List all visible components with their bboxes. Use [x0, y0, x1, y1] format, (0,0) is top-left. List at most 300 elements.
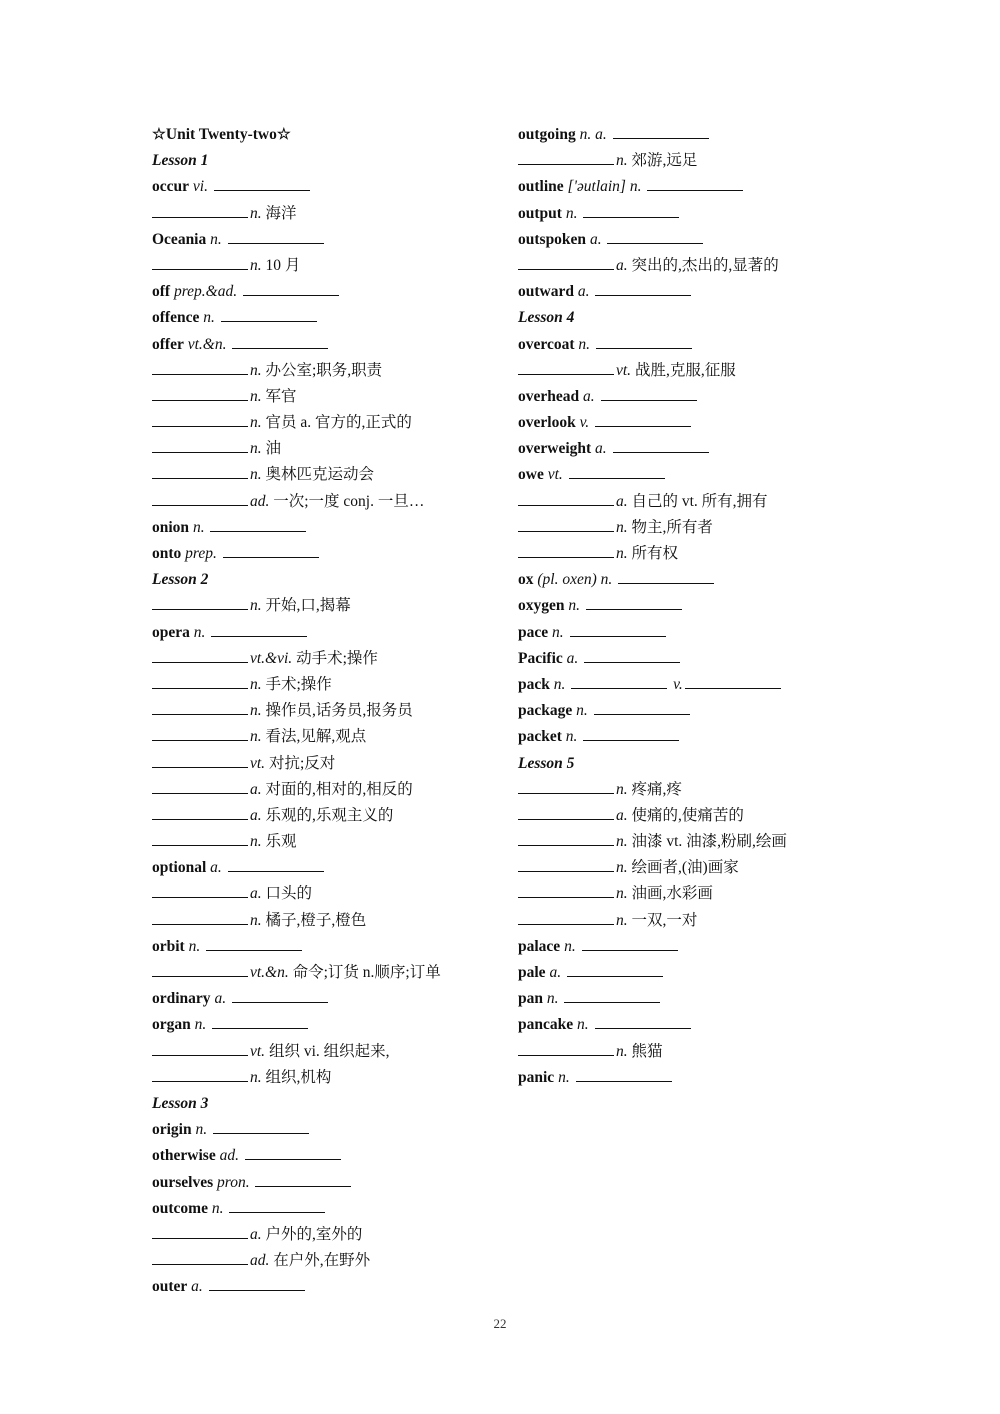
vocab-word: outgoing: [518, 126, 576, 143]
meaning-text: 开始,口,揭幕: [265, 597, 351, 615]
vocab-word: Oceania: [152, 230, 207, 248]
vocab-word: occur: [152, 178, 190, 196]
answer-blank[interactable]: [213, 1117, 309, 1134]
meaning-text: 组织,机构: [265, 1068, 332, 1086]
vocab-word: origin: [152, 1121, 192, 1139]
vocab-row: [152, 620, 502, 646]
part-of-speech: a.: [250, 885, 262, 903]
meaning-text: 乐观的,乐观主义的: [265, 806, 394, 824]
answer-blank[interactable]: [152, 489, 248, 506]
answer-blank[interactable]: [607, 227, 703, 244]
vocab-word: outcome: [152, 1199, 208, 1217]
vocab-row: [152, 227, 502, 253]
meaning-text: 手术;操作: [265, 675, 332, 693]
answer-blank[interactable]: [206, 934, 302, 951]
part-of-speech: a.: [566, 649, 579, 667]
vocab-row: [152, 698, 502, 724]
answer-blank[interactable]: [152, 751, 248, 768]
answer-blank[interactable]: [152, 436, 248, 453]
vocab-word: pace: [518, 623, 549, 641]
part-of-speech: prep.: [185, 545, 217, 562]
part-of-speech: a.: [549, 964, 562, 981]
part-of-speech: n.: [250, 387, 262, 405]
part-of-speech: n.: [250, 675, 262, 693]
vocab-row: [518, 148, 898, 174]
vocab-row: [518, 567, 898, 593]
vocab-row: [152, 253, 502, 279]
meaning-text: 海洋: [265, 204, 297, 222]
vocab-row: [518, 489, 898, 515]
answer-blank[interactable]: [518, 541, 614, 558]
part-of-speech: n.: [211, 1199, 224, 1217]
vocab-row: [518, 724, 898, 750]
answer-blank[interactable]: [152, 646, 248, 663]
meaning-text: 郊游,远足: [631, 152, 698, 170]
vocab-word: pan: [518, 990, 543, 1008]
meaning-text: 战胜,克服,征服: [634, 361, 736, 379]
vocab-row: [518, 593, 898, 619]
answer-blank[interactable]: [518, 1039, 614, 1056]
answer-blank[interactable]: [571, 672, 667, 689]
vocab-row: [152, 1170, 502, 1196]
answer-blank[interactable]: [576, 1065, 672, 1082]
part-of-speech: n.: [250, 466, 262, 484]
meaning-text: 一次;一度 conj. 一旦…: [273, 492, 425, 510]
left-column: [152, 122, 502, 1300]
vocab-row: [518, 777, 898, 803]
answer-blank[interactable]: [595, 279, 691, 296]
vocab-word: offence: [152, 309, 200, 327]
vocab-row: [518, 908, 898, 934]
part-of-speech: n.: [558, 1068, 570, 1086]
part-of-speech: n.: [578, 335, 591, 353]
part-of-speech: n.: [250, 597, 262, 615]
part-of-speech: n.: [194, 1016, 207, 1034]
vocab-row: [152, 1143, 502, 1169]
vocab-word: package: [518, 702, 573, 720]
answer-blank[interactable]: [223, 541, 319, 558]
answer-blank[interactable]: [152, 1039, 248, 1056]
vocab-row: [152, 593, 502, 619]
part-of-speech: n.: [250, 833, 262, 851]
answer-blank-extra[interactable]: [685, 672, 781, 689]
vocab-row: [518, 436, 898, 462]
vocab-row: [152, 1065, 502, 1091]
vocab-word: owe: [518, 466, 544, 484]
answer-blank[interactable]: [228, 855, 324, 872]
lesson-heading-text: Lesson 1: [152, 152, 209, 170]
vocab-row: [152, 829, 502, 855]
part-of-speech: n.: [250, 256, 262, 274]
meaning-text: 军官: [265, 387, 297, 405]
vocab-row: [152, 489, 502, 515]
part-of-speech: a.: [616, 492, 628, 510]
vocab-row: [518, 960, 898, 986]
meaning-text: 疼痛,疼: [631, 780, 682, 798]
part-of-speech: n.: [193, 623, 206, 641]
part-of-speech: n.: [250, 702, 262, 720]
answer-blank[interactable]: [613, 122, 709, 139]
answer-blank[interactable]: [152, 201, 248, 218]
vocab-row: [518, 698, 898, 724]
meaning-text: 办公室;职务,职责: [265, 361, 383, 379]
answer-blank[interactable]: [618, 567, 714, 584]
vocab-row: [518, 803, 898, 829]
meaning-text: 命令;订货 n.顺序;订单: [292, 964, 441, 981]
answer-blank[interactable]: [518, 515, 614, 532]
meaning-text: 油画,水彩画: [631, 885, 713, 903]
vocab-row: [518, 253, 898, 279]
part-of-speech: n.: [250, 204, 262, 222]
vocab-row: [152, 672, 502, 698]
answer-blank[interactable]: [228, 227, 324, 244]
part-of-speech: n.: [616, 152, 628, 170]
part-of-speech: a.: [616, 256, 628, 274]
vocab-word: organ: [152, 1016, 191, 1034]
answer-blank[interactable]: [152, 777, 248, 794]
vocab-word: optional: [152, 859, 207, 877]
meaning-text: 突出的,杰出的,显著的: [631, 256, 779, 274]
part-of-speech: n.: [250, 728, 262, 746]
part-of-speech: a.: [191, 1278, 203, 1296]
answer-blank[interactable]: [152, 881, 248, 898]
vocab-row: [152, 436, 502, 462]
meaning-text: 看法,见解,观点: [265, 728, 367, 746]
part-of-speech: v.: [579, 414, 590, 432]
vocab-row: [518, 201, 898, 227]
vocab-row: [518, 279, 898, 305]
vocab-row: [152, 1196, 502, 1222]
answer-blank[interactable]: [518, 489, 614, 506]
part-of-speech: a.: [577, 283, 590, 301]
lesson-heading-text: Lesson 3: [152, 1094, 209, 1112]
vocab-row: [518, 1039, 898, 1065]
answer-blank[interactable]: [152, 384, 248, 401]
meaning-text: 操作员,话务员,报务员: [265, 702, 413, 720]
vocab-row: [152, 777, 502, 803]
vocab-row: [518, 829, 898, 855]
answer-blank[interactable]: [243, 279, 339, 296]
vocab-row: [152, 1039, 502, 1065]
vocab-word: outspoken: [518, 230, 587, 248]
vocab-word: pancake: [518, 1016, 574, 1034]
vocab-row: [518, 646, 898, 672]
part-of-speech: vt.&n.: [187, 335, 227, 353]
part-of-speech: n.: [616, 518, 628, 536]
vocab-word: outer: [152, 1278, 188, 1296]
vocab-row: [152, 1274, 502, 1300]
answer-blank[interactable]: [152, 829, 248, 846]
meaning-text: 动手术;操作: [296, 649, 378, 667]
answer-blank[interactable]: [210, 515, 306, 532]
meaning-text: 使痛的,使痛苦的: [631, 806, 744, 824]
meaning-text: 油: [265, 440, 282, 458]
answer-blank[interactable]: [518, 253, 614, 270]
answer-blank[interactable]: [518, 881, 614, 898]
part-of-speech: n. a.: [579, 126, 607, 143]
answer-blank[interactable]: [245, 1143, 341, 1160]
vocab-row: [518, 1065, 898, 1091]
part-of-speech: vt.: [616, 361, 632, 379]
vocab-row: [152, 515, 502, 541]
answer-blank[interactable]: [152, 253, 248, 270]
part-of-speech: a.: [214, 990, 227, 1008]
answer-blank[interactable]: [518, 777, 614, 794]
answer-blank[interactable]: [214, 174, 310, 191]
vocab-row: [518, 881, 898, 907]
part-of-speech: n.: [250, 440, 262, 458]
vocab-row: [152, 541, 502, 567]
answer-blank[interactable]: [595, 410, 691, 427]
vocab-row: [152, 1012, 502, 1038]
part-of-speech: n.: [250, 911, 262, 929]
answer-blank[interactable]: [569, 462, 665, 479]
vocab-word: output: [518, 204, 562, 222]
vocab-row: [518, 410, 898, 436]
part-of-speech: ad.: [250, 1252, 270, 1270]
right-column: [518, 122, 898, 1091]
meaning-text: 对面的,相对的,相反的: [265, 780, 413, 798]
answer-blank[interactable]: [594, 698, 690, 715]
vocab-row: [152, 358, 502, 384]
answer-blank[interactable]: [518, 803, 614, 820]
vocab-word: ourselves: [152, 1173, 214, 1191]
part-of-speech: vt.: [547, 466, 563, 484]
vocab-row: [152, 305, 502, 331]
vocab-row: [518, 986, 898, 1012]
meaning-text: 户外的,室外的: [265, 1225, 363, 1243]
meaning-text: 自己的 vt. 所有,拥有: [631, 492, 768, 510]
vocab-word: onion: [152, 518, 190, 536]
answer-blank[interactable]: [584, 646, 680, 663]
meaning-text: 橘子,橙子,橙色: [265, 911, 367, 929]
part-of-speech: n.: [195, 1121, 208, 1139]
vocab-row: [518, 227, 898, 253]
vocab-row: [518, 934, 898, 960]
lesson-heading: [152, 1091, 502, 1117]
answer-blank[interactable]: [152, 803, 248, 820]
answer-blank[interactable]: [518, 855, 614, 872]
part-of-speech: vt.: [250, 1042, 266, 1060]
vocab-row: [152, 1248, 502, 1274]
vocab-row: [152, 881, 502, 907]
vocab-row: [152, 803, 502, 829]
vocab-row: [518, 1012, 898, 1038]
part-of-speech: a.: [589, 230, 602, 248]
part-of-speech-extra: v.: [673, 675, 683, 693]
answer-blank[interactable]: [152, 462, 248, 479]
part-of-speech: n.: [616, 911, 628, 929]
answer-blank[interactable]: [229, 1196, 325, 1213]
answer-blank[interactable]: [518, 829, 614, 846]
answer-blank[interactable]: [152, 960, 248, 977]
lesson-heading: [152, 148, 502, 174]
vocab-word: overweight: [518, 440, 592, 458]
vocab-row: [152, 279, 502, 305]
answer-blank[interactable]: [601, 384, 697, 401]
answer-blank[interactable]: [586, 593, 682, 610]
part-of-speech: n.: [564, 937, 576, 955]
part-of-speech: a.: [616, 806, 628, 824]
answer-blank[interactable]: [152, 724, 248, 741]
answer-blank[interactable]: [221, 305, 317, 322]
vocab-word: onto: [152, 545, 182, 562]
vocab-word: outline: [518, 178, 564, 196]
answer-blank[interactable]: [570, 620, 666, 637]
vocab-word: otherwise: [152, 1147, 216, 1165]
meaning-text: 绘画者,(油)画家: [631, 859, 739, 877]
vocab-word: ox: [518, 571, 534, 589]
part-of-speech: n.: [553, 675, 566, 693]
answer-blank[interactable]: [583, 724, 679, 741]
part-of-speech: n.: [203, 309, 215, 327]
meaning-text: 10 月: [265, 256, 301, 274]
part-of-speech: n.: [576, 702, 588, 720]
answer-blank[interactable]: [152, 908, 248, 925]
answer-blank[interactable]: [152, 1248, 248, 1265]
answer-blank[interactable]: [232, 332, 328, 349]
part-of-speech: pron.: [217, 1173, 250, 1191]
meaning-text: 在户外,在野外: [273, 1252, 371, 1270]
lesson-heading: [518, 751, 898, 777]
answer-blank[interactable]: [152, 593, 248, 610]
meaning-text: 物主,所有者: [631, 518, 713, 536]
answer-blank[interactable]: [152, 698, 248, 715]
answer-blank[interactable]: [596, 332, 692, 349]
answer-blank[interactable]: [583, 201, 679, 218]
part-of-speech: vt.: [250, 754, 266, 772]
vocab-row: [518, 358, 898, 384]
part-of-speech: n.: [616, 859, 628, 877]
vocab-row: [152, 1117, 502, 1143]
lesson-heading: [152, 567, 502, 593]
vocab-word: ordinary: [152, 990, 211, 1008]
answer-blank[interactable]: [567, 960, 663, 977]
answer-blank[interactable]: [232, 986, 328, 1003]
meaning-text: 组织 vi. 组织起来,: [268, 1042, 390, 1060]
answer-blank[interactable]: [152, 1065, 248, 1082]
answer-blank[interactable]: [152, 410, 248, 427]
vocab-word: opera: [152, 623, 190, 641]
lesson-heading-text: Lesson 5: [518, 754, 575, 772]
answer-blank[interactable]: [518, 358, 614, 375]
vocab-row: [518, 174, 898, 200]
answer-blank[interactable]: [152, 1222, 248, 1239]
vocab-row: [518, 672, 898, 698]
part-of-speech: vt.&vi.: [250, 649, 293, 667]
vocab-row: [152, 960, 502, 986]
vocab-row: [518, 462, 898, 488]
vocab-row: [152, 201, 502, 227]
answer-blank[interactable]: [211, 620, 307, 637]
part-of-speech: n.: [250, 1068, 262, 1086]
answer-blank[interactable]: [647, 174, 743, 191]
vocab-word: off: [152, 283, 171, 301]
vocab-word: palace: [518, 937, 561, 955]
part-of-speech: a.: [210, 859, 222, 877]
meaning-text: 所有权: [631, 545, 679, 562]
unit-title: [152, 122, 502, 148]
part-of-speech: n.: [565, 204, 578, 222]
part-of-speech: a.: [595, 440, 607, 458]
part-of-speech: prep.&ad.: [173, 283, 238, 301]
answer-blank[interactable]: [255, 1170, 351, 1187]
vocab-word: offer: [152, 335, 184, 353]
part-of-speech: a.: [583, 387, 595, 405]
meaning-text: 口头的: [265, 885, 313, 903]
vocab-row: [152, 986, 502, 1012]
answer-blank[interactable]: [582, 934, 678, 951]
unit-title-text: ☆Unit Twenty-two☆: [152, 126, 291, 143]
part-of-speech: vi.: [192, 178, 208, 196]
vocab-row: [518, 541, 898, 567]
meaning-text: 奥林匹克运动会: [265, 466, 375, 484]
vocab-row: [152, 908, 502, 934]
part-of-speech: n.: [616, 545, 628, 562]
answer-blank[interactable]: [595, 1012, 691, 1029]
part-of-speech: ['əutlain] n.: [567, 178, 642, 196]
vocab-row: [152, 724, 502, 750]
part-of-speech: n.: [552, 623, 564, 641]
vocab-row: [152, 462, 502, 488]
vocab-row: [152, 174, 502, 200]
vocab-word: overhead: [518, 387, 580, 405]
part-of-speech: n.: [188, 937, 201, 955]
part-of-speech: n.: [616, 833, 628, 851]
answer-blank[interactable]: [152, 672, 248, 689]
meaning-text: 熊猫: [631, 1042, 663, 1060]
answer-blank[interactable]: [564, 986, 660, 1003]
vocab-word: overcoat: [518, 335, 575, 353]
part-of-speech: n.: [616, 885, 628, 903]
part-of-speech: n.: [577, 1016, 589, 1034]
part-of-speech: n.: [565, 728, 578, 746]
meaning-text: 一双,一对: [631, 911, 698, 929]
vocab-row: [518, 620, 898, 646]
vocab-row: [518, 384, 898, 410]
vocab-word: panic: [518, 1068, 555, 1086]
answer-blank[interactable]: [518, 908, 614, 925]
part-of-speech: ad.: [219, 1147, 239, 1165]
vocab-row: [152, 410, 502, 436]
part-of-speech: n.: [250, 414, 262, 432]
vocab-row: [518, 332, 898, 358]
vocab-row: [152, 384, 502, 410]
vocab-word: overlook: [518, 414, 576, 432]
lesson-heading-text: Lesson 4: [518, 309, 575, 327]
part-of-speech: vt.&n.: [250, 964, 289, 981]
vocab-row: [152, 855, 502, 881]
vocab-row: [518, 122, 898, 148]
answer-blank[interactable]: [518, 148, 614, 165]
part-of-speech: n.: [192, 518, 205, 536]
part-of-speech: n.: [616, 780, 628, 798]
vocab-row: [518, 855, 898, 881]
answer-blank[interactable]: [613, 436, 709, 453]
vocab-row: [152, 332, 502, 358]
part-of-speech: a.: [250, 1225, 262, 1243]
lesson-heading-text: Lesson 2: [152, 571, 209, 589]
part-of-speech: n.: [616, 1042, 628, 1060]
vocab-row: [152, 934, 502, 960]
part-of-speech: n.: [546, 990, 559, 1008]
answer-blank[interactable]: [209, 1274, 305, 1291]
answer-blank[interactable]: [152, 358, 248, 375]
answer-blank[interactable]: [212, 1012, 308, 1029]
vocab-word: packet: [518, 728, 562, 746]
vocab-word: orbit: [152, 937, 185, 955]
vocab-row: [152, 1222, 502, 1248]
